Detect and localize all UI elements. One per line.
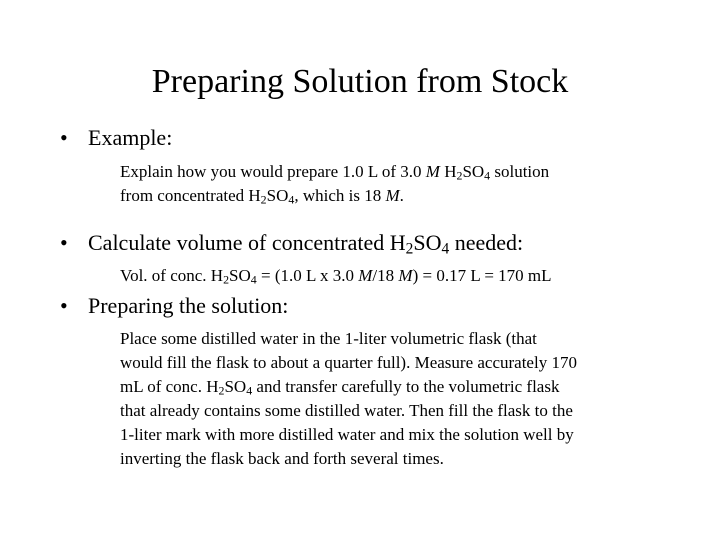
bullet-label: Example:	[88, 125, 173, 150]
slide-title: Preparing Solution from Stock	[151, 63, 569, 100]
bullet-glyph: •	[60, 230, 68, 255]
example-line-1: Explain how you would prepare 1.0 L of 3.0 M $H_2SO_4$ solution	[120, 162, 550, 183]
bullet-label: Calculate volume of concentrated $H_2SO_4$ needed:	[88, 230, 524, 258]
bullet-calculate	[60, 229, 523, 257]
calculation-text	[120, 264, 660, 288]
calculation-line: Vol. of conc. $H_2SO_4 = (1.0$ L x 3.0 M/18 M) = 0.17 L = 170 mL	[120, 266, 552, 287]
bullet-glyph: •	[60, 125, 68, 150]
procedure-text	[120, 327, 660, 471]
procedure-line-6: inverting the flask back and forth several times.	[120, 449, 444, 468]
procedure-line-5: 1-liter mark with more distilled water and mix the solution well by	[120, 425, 574, 444]
example-text	[120, 160, 660, 208]
procedure-line-4: that already contains some distilled water. Then fill the flask to the	[120, 401, 573, 420]
procedure-line-2: would fill the flask to about a quarter full). Measure accurately 170	[120, 353, 577, 372]
bullet-preparing	[60, 292, 288, 320]
example-line-2: from concentrated $H_2SO_4$, which is 18 M.	[120, 186, 404, 207]
bullet-label: Preparing the solution:	[88, 293, 289, 318]
procedure-line-1: Place some distilled water in the 1-liter volumetric flask (that	[120, 329, 537, 348]
bullet-example	[60, 124, 172, 152]
procedure-line-3: mL of conc. $H_2SO_4$ and transfer carefully to the volumetric flask	[120, 377, 560, 398]
bullet-glyph: •	[60, 293, 68, 318]
